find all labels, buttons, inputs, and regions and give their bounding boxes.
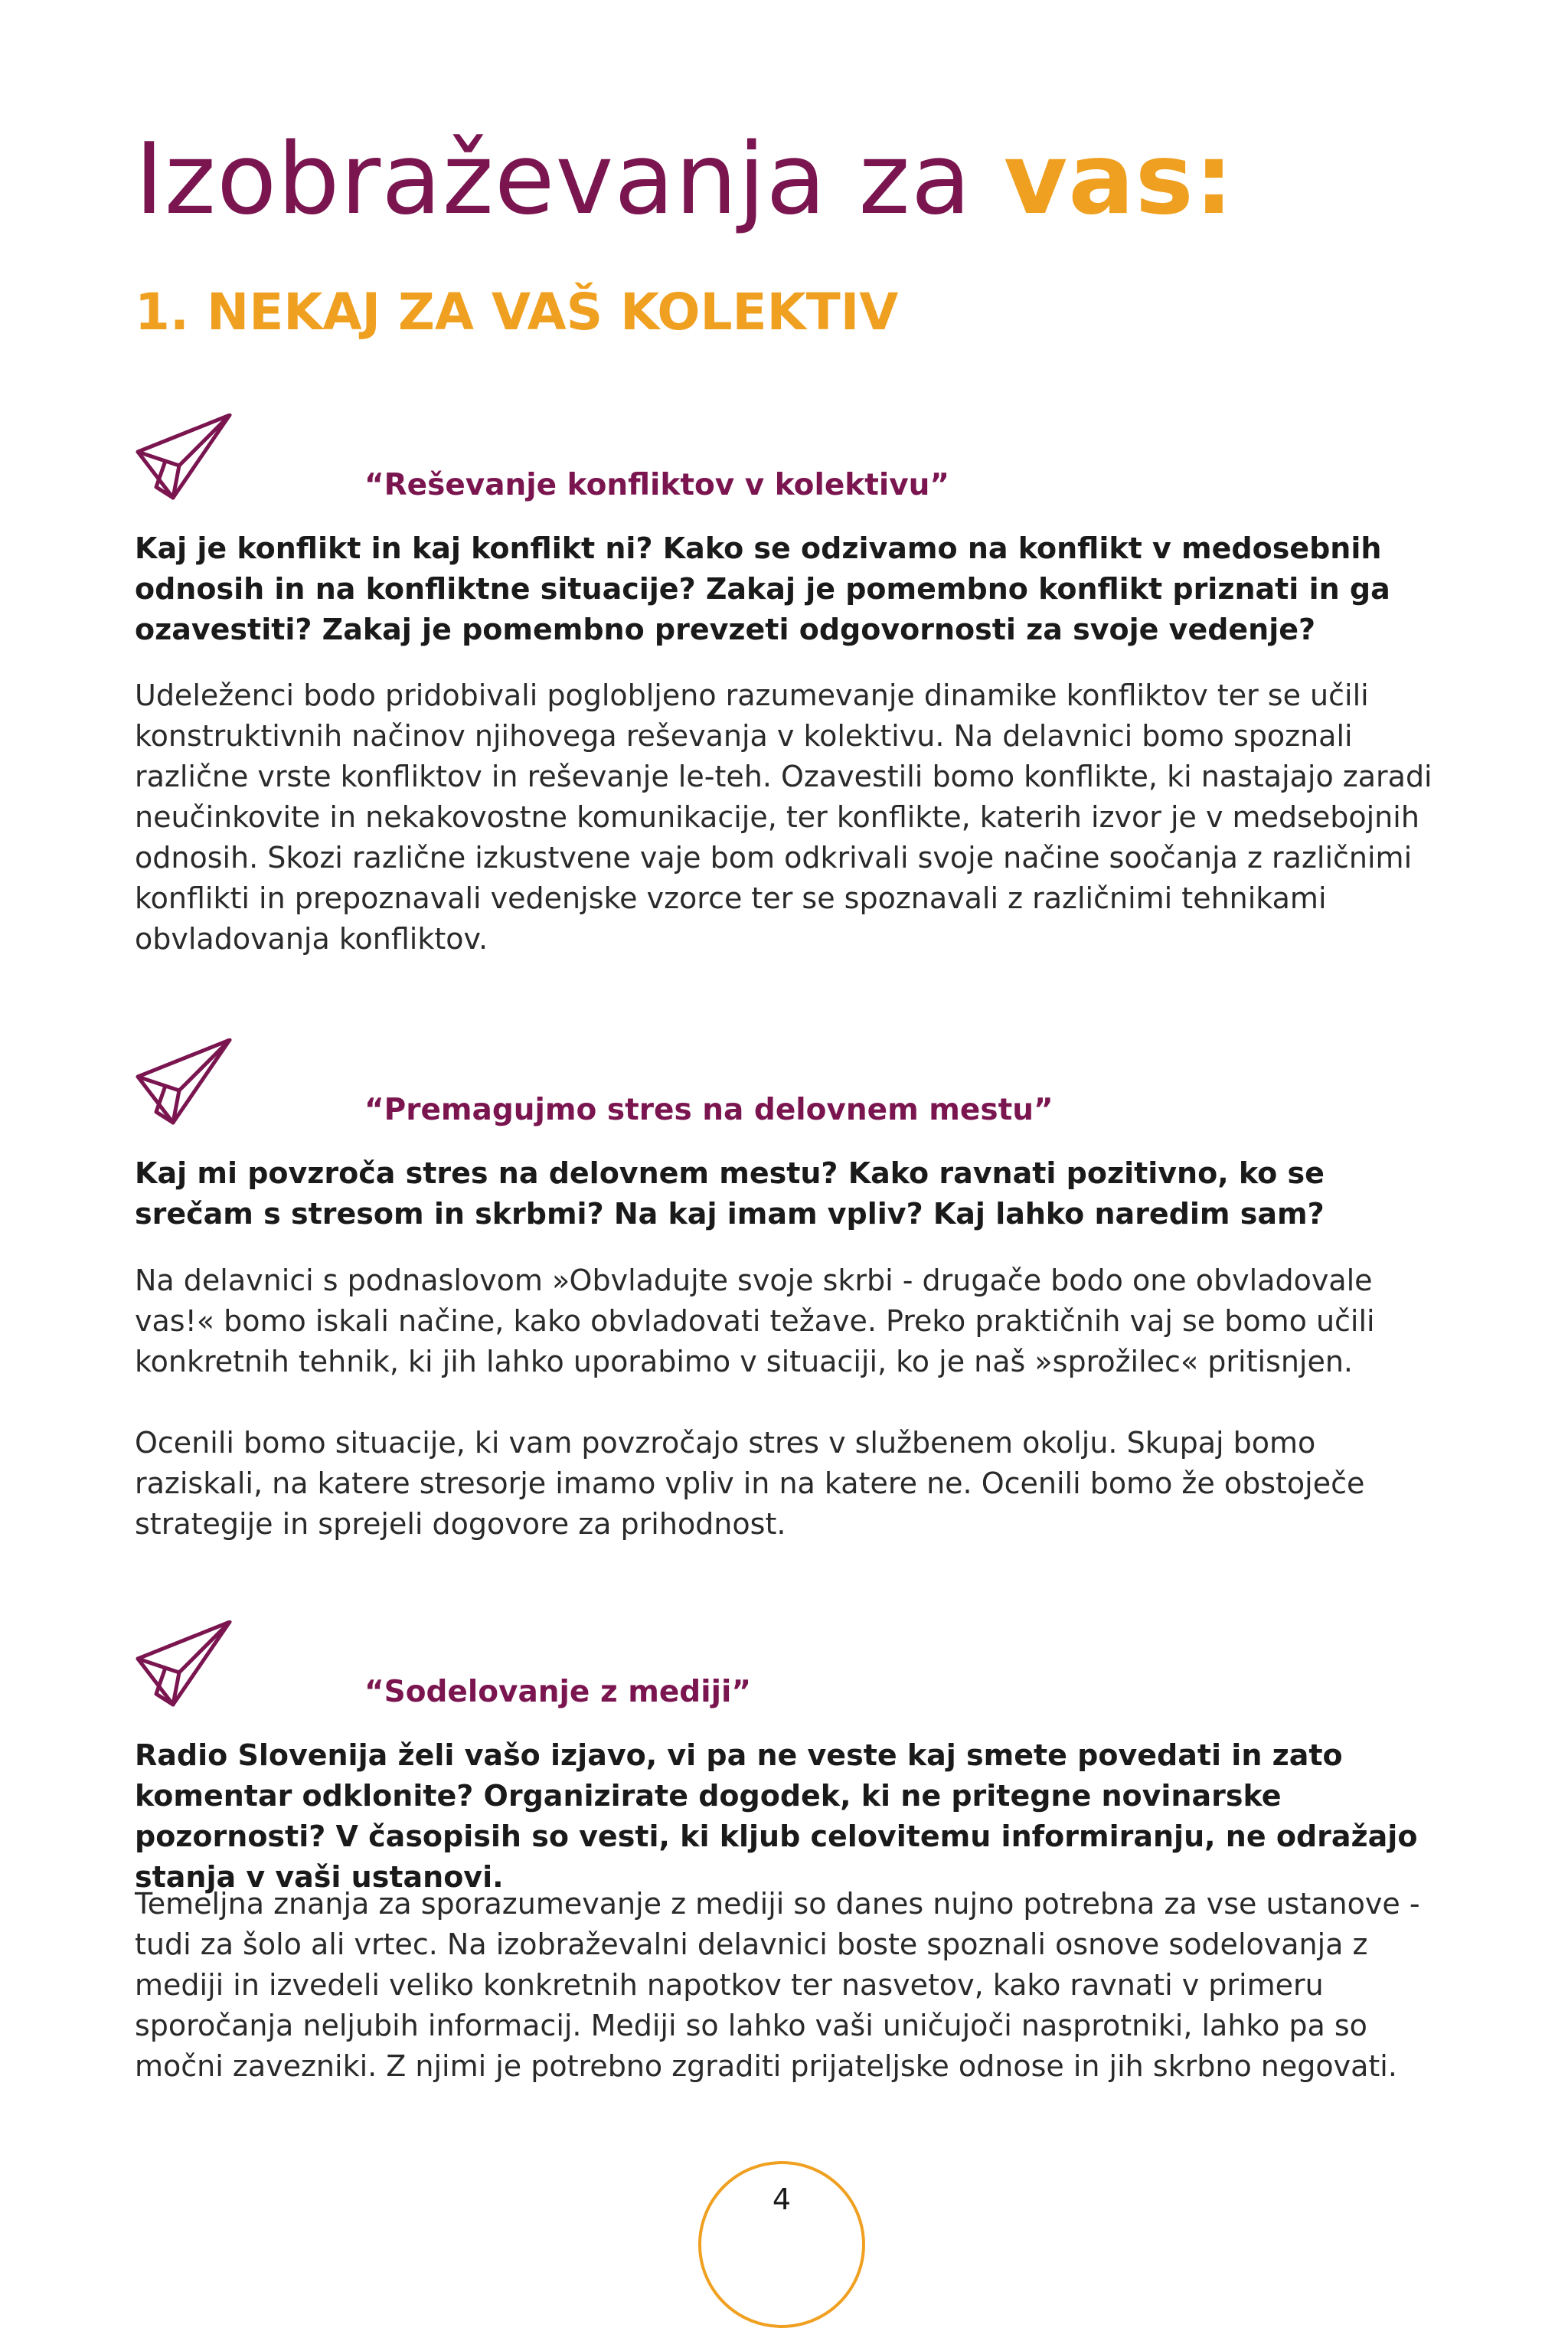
workshop-lead: Radio Slovenija želi vašo izjavo, vi pa ne veste kaj smete povedati in zato komentar odklonite? Organizirate dogodek, ki ne pritegne novinarske pozornosti? V časopisih so vesti, ki kljub celovitemu informiranju, ne odražajo stanja v vaši ustanovi. — [135, 1738, 1418, 1894]
workshop-title: “Sodelovanje z mediji” — [364, 1675, 751, 1709]
paper-plane-icon — [135, 414, 233, 501]
workshop-title: “Reševanje konfliktov v kolektivu” — [364, 468, 950, 502]
section-heading: 1. NEKAJ ZA VAŠ KOLEKTIV — [135, 283, 899, 342]
page-title-main: Izobraževanja za — [135, 123, 1004, 237]
workshop-description: Temeljna znanja za sporazumevanje z mediji so danes nujno potrebna za vse ustanove - tudi za šolo ali vrtec. Na izobraževalni delavnici boste spoznali osnove sodelovanja z mediji in izvedeli veliko konkretnih napotkov ter nasvetov, kako ravnati v primeru sporočanja neljubih informacij. Mediji so lahko vaši uničujoči nasprotniki, lahko pa so močni zavezniki. Z njimi je potrebno zgraditi prijateljske odnose in jih skrbno negovati. — [135, 1887, 1420, 2083]
workshop-description: Na delavnici s podnaslovom »Obvladujte svoje skrbi - drugače bodo one obvladovale vas!« bomo iskali načine, kako obvladovati težave. Preko praktičnih vaj se bomo učili konkretnih tehnik, ki jih lahko uporabimo v situaciji, ko je naš »sprožilec« pritisnjen. — [135, 1264, 1375, 1378]
workshop-title: “Premagujmo stres na delovnem mestu” — [364, 1093, 1054, 1127]
workshop-description: Udeleženci bodo pridobivali poglobljeno razumevanje dinamike konfliktov ter se učili konstruktivnih načinov njihovega reševanja v kolektivu. Na delavnici bomo spoznali različne vrste konfliktov in reševanje le-teh. Ozavestili bomo konflikte, ki nastajajo zaradi neučinkovite in nekakovostne komunikacije, ter konflikte, katerih izvor je v medsebojnih odnosih. Skozi različne izkustvene vaje bom odkrivali svoje načine soočanja z različnimi konflikti in prepoznavali vedenjske vzorce ter se spoznavali z različnimi tehnikami obvladovanja konfliktov. — [135, 678, 1432, 956]
workshop-description: Ocenili bomo situacije, ki vam povzročajo stres v službenem okolju. Skupaj bomo raziskali, na katere stresorje imamo vpliv in na katere ne. Ocenili bomo že obstoječe strategije in sprejeli dogovore za prihodnost. — [135, 1426, 1365, 1541]
page-title-accent: vas: — [1003, 123, 1234, 237]
page-title — [135, 123, 1234, 237]
paper-plane-icon — [135, 1038, 233, 1126]
page-number: 4 — [772, 2182, 792, 2216]
workshop-lead: Kaj mi povzroča stres na delovnem mestu? Kako ravnati pozitivno, ko se srečam s stresom in skrbmi? Na kaj imam vpliv? Kaj lahko naredim sam? — [135, 1156, 1325, 1231]
workshop-lead: Kaj je konflikt in kaj konflikt ni? Kako se odzivamo na konflikt v medosebnih odnosih in na konfliktne situacije? Zakaj je pomembno konflikt priznati in ga ozavestiti? Zakaj je pomembno prevzeti odgovornosti za svoje vedenje? — [135, 531, 1390, 646]
paper-plane-icon — [135, 1620, 233, 1708]
